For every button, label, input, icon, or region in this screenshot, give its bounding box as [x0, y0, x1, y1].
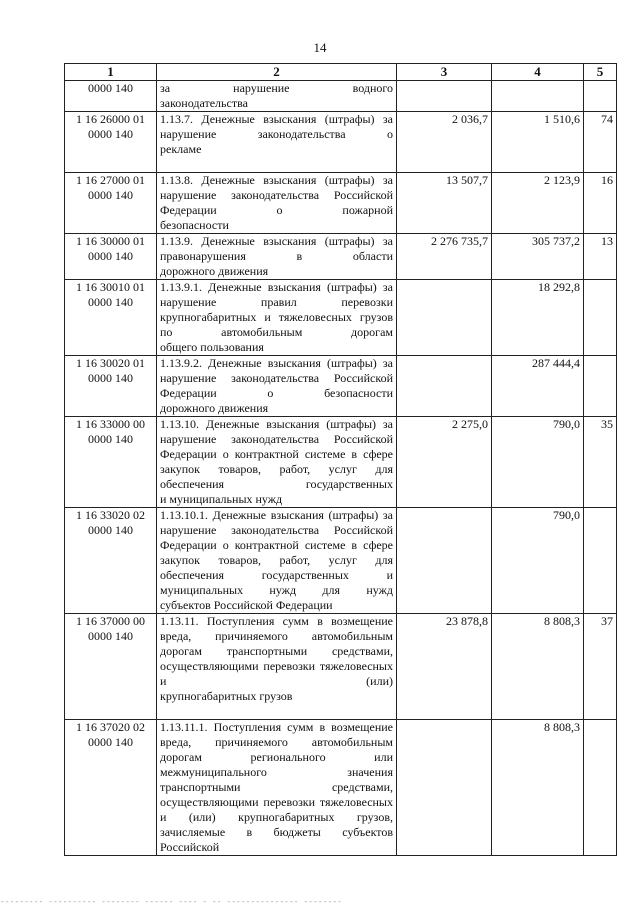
value-column-3-cell — [397, 356, 492, 417]
header-row — [65, 64, 617, 81]
description-last-line: дорожного движения — [160, 401, 269, 415]
value-column-3-cell — [397, 280, 492, 356]
value-column-4-cell: 790,0 — [492, 508, 584, 614]
description-text: 1.13.9.2. Денежные взыскания (штрафы) за нарушение законодательства Российской Федерации о безопасности — [160, 356, 393, 400]
budget-code-cell: 1 16 33020 02 0000 140 — [65, 508, 157, 614]
column-header-2: 2 — [157, 64, 397, 81]
budget-code-cell: 1 16 30000 01 0000 140 — [65, 234, 157, 280]
value-column-3-cell: 2 276 735,7 — [397, 234, 492, 280]
value-column-3-cell: 2 036,7 — [397, 112, 492, 173]
description-last-line: безопасности — [160, 218, 229, 232]
budget-code-cell: 1 16 30010 01 0000 140 — [65, 280, 157, 356]
value-column-5-cell — [584, 720, 617, 856]
table-row — [65, 173, 617, 234]
description-last-line: и муниципальных нужд — [160, 492, 283, 506]
description-text: 1.13.7. Денежные взыскания (штрафы) за нарушение законодательства о — [160, 112, 393, 141]
value-column-4-cell: 2 123,9 — [492, 173, 584, 234]
description-text: 1.13.9. Денежные взыскания (штрафы) за правонарушения в области — [160, 234, 393, 263]
table-row — [65, 417, 617, 508]
table-row — [65, 356, 617, 417]
value-column-4-cell — [492, 81, 584, 112]
value-column-4-cell: 305 737,2 — [492, 234, 584, 280]
value-column-5-cell — [584, 81, 617, 112]
description-last-line: законодательства — [160, 96, 248, 110]
budget-code-cell: 0000 140 — [65, 81, 157, 112]
description-text: 1.13.10. Денежные взыскания (штрафы) за нарушение законодательства Российской Федерации о контрактной системе в сфере закупок товаров, работ, услуг для обеспечения государственных — [160, 417, 393, 491]
value-column-3-cell: 23 878,8 — [397, 614, 492, 720]
description-text: 1.13.11.1. Поступления сумм в возмещение вреда, причиняемого автомобильным дорогам регионального или межмуниципального значения транспортными средствами, осуществляющими перевозки тяжеловесных и (или) крупногабаритных грузов, зачисляемые в бюджеты субъектов Российской — [160, 720, 393, 854]
description-text: 1.13.11. Поступления сумм в возмещение вреда, причиняемого автомобильным дорогам транспортными средствами, осуществляющими перевозки тяжеловесных и (или) — [160, 614, 393, 688]
column-header-5: 5 — [584, 64, 617, 81]
value-column-5-cell — [584, 280, 617, 356]
description-last-line: дорожного движения — [160, 264, 269, 278]
budget-code-cell: 1 16 33000 00 0000 140 — [65, 417, 157, 508]
value-column-3-cell: 13 507,7 — [397, 173, 492, 234]
table-row — [65, 234, 617, 280]
value-column-5-cell: 35 — [584, 417, 617, 508]
budget-code-cell: 1 16 37000 00 0000 140 — [65, 614, 157, 720]
value-column-4-cell: 8 808,3 — [492, 614, 584, 720]
description-cell — [157, 112, 397, 173]
description-cell — [157, 614, 397, 720]
description-last-line: субъектов Российской Федерации — [160, 598, 333, 612]
budget-table — [64, 63, 617, 856]
value-column-3-cell — [397, 720, 492, 856]
value-column-3-cell: 2 275,0 — [397, 417, 492, 508]
description-cell — [157, 173, 397, 234]
budget-code-cell: 1 16 27000 01 0000 140 — [65, 173, 157, 234]
table-row — [65, 508, 617, 614]
table-row — [65, 280, 617, 356]
column-header-1: 1 — [65, 64, 157, 81]
description-last-line: рекламе — [160, 142, 202, 156]
description-text: за нарушение водного — [160, 81, 393, 95]
budget-code-cell: 1 16 30020 01 0000 140 — [65, 356, 157, 417]
column-header-3: 3 — [397, 64, 492, 81]
value-column-3-cell — [397, 508, 492, 614]
table-row — [65, 112, 617, 173]
description-cell — [157, 356, 397, 417]
description-cell — [157, 234, 397, 280]
description-cell — [157, 417, 397, 508]
description-last-line: общего пользования — [160, 340, 264, 354]
value-column-5-cell — [584, 508, 617, 614]
description-text: 1.13.8. Денежные взыскания (штрафы) за нарушение законодательства Российской Федерации о пожарной — [160, 173, 393, 217]
value-column-5-cell: 74 — [584, 112, 617, 173]
table-row — [65, 81, 617, 112]
value-column-3-cell — [397, 81, 492, 112]
description-cell — [157, 720, 397, 856]
description-last-line: крупногабаритных грузов — [160, 689, 293, 703]
page-number: 14 — [313, 40, 327, 55]
column-header-4: 4 — [492, 64, 584, 81]
description-cell — [157, 508, 397, 614]
value-column-5-cell: 37 — [584, 614, 617, 720]
value-column-5-cell: 16 — [584, 173, 617, 234]
value-column-5-cell — [584, 356, 617, 417]
value-column-4-cell: 287 444,4 — [492, 356, 584, 417]
description-cell — [157, 81, 397, 112]
scan-artifact-marks: --------- ---------- -------- ------ ---- - -- --------------- -------- — [0, 897, 342, 905]
value-column-4-cell: 18 292,8 — [492, 280, 584, 356]
value-column-4-cell: 790,0 — [492, 417, 584, 508]
value-column-5-cell: 13 — [584, 234, 617, 280]
value-column-4-cell: 8 808,3 — [492, 720, 584, 856]
description-text: 1.13.9.1. Денежные взыскания (штрафы) за нарушение правил перевозки крупногабаритных и тяжеловесных грузов по автомобильным дорогам — [160, 280, 393, 339]
table-row — [65, 720, 617, 856]
value-column-4-cell: 1 510,6 — [492, 112, 584, 173]
description-text: 1.13.10.1. Денежные взыскания (штрафы) за нарушение законодательства Российской Федерации о контрактной системе в сфере закупок товаров, работ, услуг для обеспечения государственных и муниципальных нужд для нужд — [160, 508, 393, 597]
budget-code-cell: 1 16 37020 02 0000 140 — [65, 720, 157, 856]
table-row — [65, 614, 617, 720]
description-cell — [157, 280, 397, 356]
budget-code-cell: 1 16 26000 01 0000 140 — [65, 112, 157, 173]
